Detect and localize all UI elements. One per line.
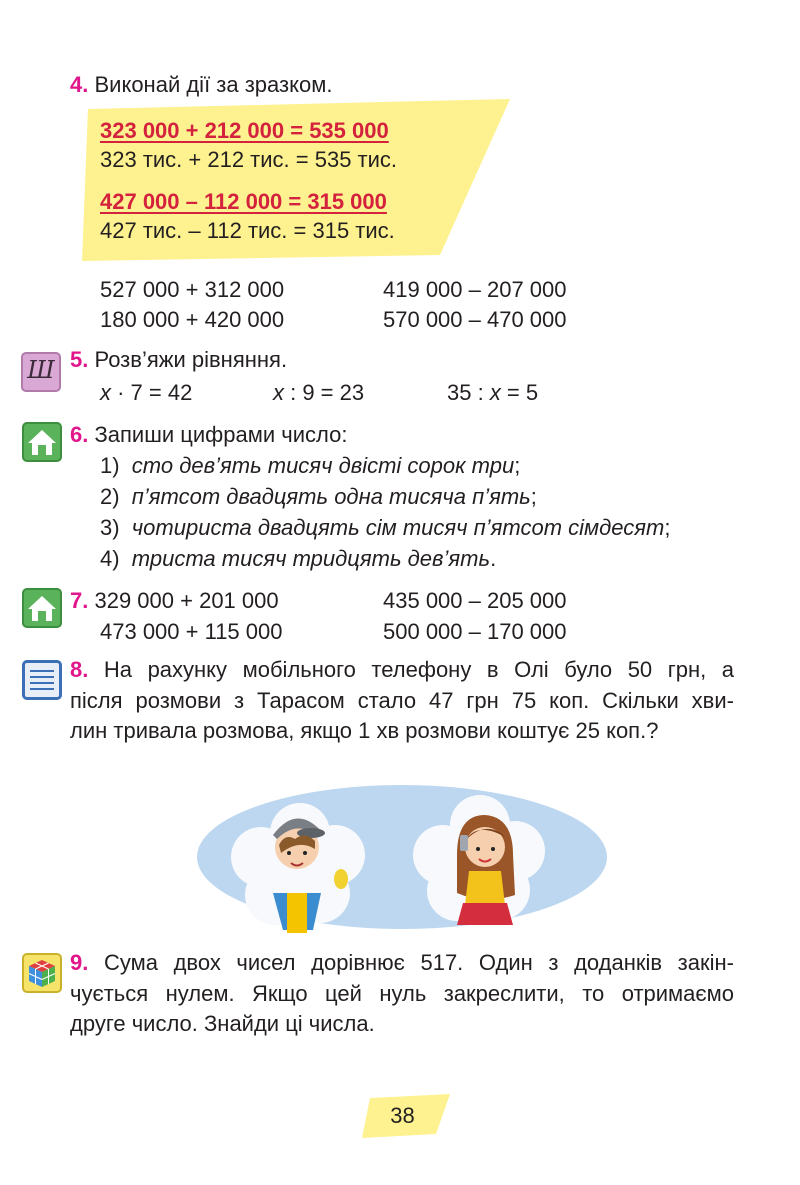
ex5-number: 5. (70, 347, 89, 372)
ex4-exercise-2b: 570 000 – 470 000 (383, 307, 567, 332)
ex6-header (70, 420, 347, 450)
ex9-line-2: чується нулем. Якщо цей нуль закреслити, то отримаємо (70, 981, 734, 1006)
equation-1: x · 7 = 42 (100, 380, 193, 405)
ex7-exercise-2b: 500 000 – 170 000 (383, 619, 567, 644)
ex9-line-1: 9. Сума двох чисел дорівнює 517. Один з доданків закін- (70, 950, 734, 975)
sample-full-2: 427 000 – 112 000 = 315 000 (100, 189, 387, 214)
page-number: 38 (390, 1103, 415, 1128)
ex4-exercise-1b: 419 000 – 207 000 (383, 277, 567, 302)
ex5-header (70, 345, 287, 375)
notebook-icon (22, 660, 62, 700)
ex5-task: Розв’яжи рівняння. (94, 347, 288, 372)
ex4-number: 4. (70, 72, 89, 97)
ex7-exercise-2a: 473 000 + 115 000 (100, 619, 283, 644)
house-icon (22, 422, 62, 462)
ex8-line-2: після розмови з Тарасом стало 47 грн 75 коп. Скільки хви- (70, 688, 734, 713)
ex8-line-3: лин тривала розмова, якщо 1 хв розмови коштує 25 коп.? (70, 718, 659, 743)
ex7-exercise-1b: 435 000 – 205 000 (383, 588, 567, 613)
ex6-task: Запиши цифрами число: (94, 422, 348, 447)
phone-call-illustration (195, 775, 610, 935)
rubiks-cube-icon (22, 953, 62, 993)
homework-letter-icon: Ш (21, 352, 61, 392)
house-icon (22, 588, 62, 628)
equation-2: x : 9 = 23 (273, 380, 365, 405)
ex6-number: 6. (70, 422, 89, 447)
ex7-number: 7. (70, 588, 89, 613)
sample-full-1: 323 000 + 212 000 = 535 000 (100, 118, 389, 143)
equation-3: 35 : x = 5 (447, 380, 539, 405)
ex6-item-2: 2) п’ятсот двадцять одна тисяча п’ять; (100, 484, 537, 509)
ex7-row-1: 7. 329 000 + 201 000 (70, 588, 279, 613)
ex6-item-3: 3) чотириста двадцять сім тисяч п’ятсот сімдесят; (100, 515, 671, 540)
sample-short-1: 323 тис. + 212 тис. = 535 тис. (100, 147, 398, 172)
ex4-exercise-1a: 527 000 + 312 000 (100, 277, 285, 302)
ex9-number: 9. (70, 950, 89, 975)
ex8-line-1: 8. На рахунку мобільного телефону в Олі було 50 грн, а (70, 657, 734, 682)
sample-short-2: 427 тис. – 112 тис. = 315 тис. (100, 218, 395, 243)
ex9-line-3: друге число. Знайди ці числа. (70, 1011, 375, 1036)
ex4-exercise-2a: 180 000 + 420 000 (100, 307, 285, 332)
ex4-task: Виконай дії за зразком. (94, 72, 333, 97)
ex6-item-1: 1) сто дев’ять тисяч двісті сорок три; (100, 453, 521, 478)
ex6-item-4: 4) триста тисяч тридцять дев’ять. (100, 546, 497, 571)
ex8-number: 8. (70, 657, 89, 682)
